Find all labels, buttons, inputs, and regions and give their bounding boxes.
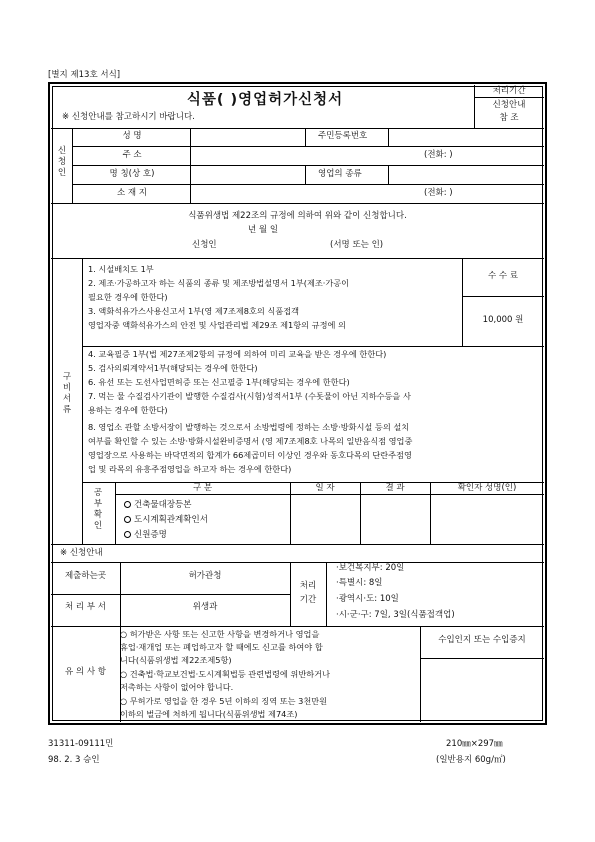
declaration-signature: (서명 또는 인): [330, 240, 384, 250]
verification-item-label: 신원증명: [134, 530, 167, 540]
verification-item-label: 도시계획관계확인서: [134, 515, 208, 525]
circle-icon: [124, 516, 131, 523]
documents-label-char: 류: [62, 405, 72, 415]
verification-label-char: 공: [93, 488, 103, 498]
stamp-line: [420, 658, 544, 659]
applicant-label-char: 인: [57, 168, 67, 178]
notice-text: ※ 신청안내를 참고하시기 바랍니다.: [62, 112, 195, 122]
documents-left-divider: [82, 258, 83, 544]
applicant-bottom-line: [51, 203, 544, 204]
document-item: 필요한 경우에 한한다): [88, 292, 168, 302]
processing-header-line: [474, 97, 544, 98]
footer-size: 210㎜×297㎜: [446, 739, 503, 749]
department-label: 처 리 부 서: [65, 602, 106, 612]
declaration-bottom-line: [51, 258, 544, 259]
guide-processing-divider: [290, 562, 291, 626]
fee-value: 10,000 원: [482, 315, 524, 325]
document-item: 7. 먹는 물 수질검사기관이 발행한 수질검사(시험)성적서1부 (수돗물이 아닌 지하수등을 사: [88, 391, 411, 401]
caution-line: 저촉하는 사항이 없어야 합니다.: [120, 682, 234, 692]
form-title: 식품( )영업허가신청서: [186, 92, 344, 108]
caution-line: 니다(식품위생법 제22조제5항): [120, 655, 232, 665]
guide-processing-divider: [326, 562, 327, 626]
applicant-label-char: 청: [57, 157, 67, 167]
verification-section-label: [92, 488, 104, 532]
applicant-row-line: [72, 146, 544, 147]
documents-bottom-line: [51, 544, 544, 545]
declaration-applicant: 신청인: [192, 240, 217, 250]
documents-split-line: [82, 346, 544, 347]
cautions-label: 유 의 사 항: [65, 667, 106, 677]
form-number: [별지 제13호 서식]: [48, 70, 121, 80]
header-bottom-line: [51, 128, 544, 129]
document-item: 6. 유선 또는 도선사업면허증 또는 신고필증 1부(해당되는 경우에 한한다): [88, 377, 350, 387]
verification-header: 구 분: [192, 483, 213, 493]
resident-id-divider: [388, 128, 389, 146]
verification-item: [124, 501, 191, 511]
documents-label-char: 서: [62, 394, 72, 404]
processing-time: ·시·군·구: 7일, 3일(식품접객업): [336, 610, 455, 620]
verification-item: [124, 516, 208, 526]
applicant-label-char: 신: [57, 146, 67, 156]
document-item: 1. 시설배치도 1부: [88, 264, 154, 274]
document-item: 5. 검사의뢰계약서1부(해당되는 경우에 한한다): [88, 363, 258, 373]
document-item: 영업장으로 사용하는 바닥면적의 합계가 66제곱미터 이상인 경우와 동호다목의 단란주점영: [88, 450, 412, 460]
department-value: 위생과: [192, 602, 218, 612]
document-item: 여부를 확인할 수 있는 소방·방화시설완비증명서 (영 제7조제8호 나목의 일반음식점 영업중: [88, 436, 413, 446]
guide-row-line: [51, 626, 544, 627]
circle-icon: [124, 531, 131, 538]
verification-label-char: 확: [93, 510, 103, 520]
document-item: 영업자중 액화석유가스의 안전 및 사업관리법 제29조 제1항의 규정에 의: [88, 320, 346, 330]
processing-time: ·특별시: 8일: [336, 578, 383, 588]
processing-time-label: 기간: [299, 595, 317, 605]
caution-line: ○ 건축법·학교보건법·도시계획법등 관련법령에 위반하거나: [120, 669, 330, 679]
guide-row-line: [51, 594, 290, 595]
location-label: 소 재 지: [116, 188, 148, 198]
submit-to-value: 허가관청: [188, 571, 222, 581]
document-item: 4. 교육필증 1부(법 제27조제2항의 규정에 의하여 미리 교육을 받은 경우에 한한다): [88, 349, 387, 359]
verification-label-char: 인: [93, 521, 103, 531]
documents-label-char: 비: [62, 383, 72, 393]
document-item: 용하는 경우에 한한다): [88, 405, 168, 415]
footer-paper: (일반용지 60g/㎡): [436, 755, 506, 765]
submit-to-label: 제출하는곳: [64, 571, 107, 581]
guide-title-line: [51, 562, 544, 563]
document-item: 2. 제조·가공하고자 하는 식품의 종류 및 제조방법설명서 1부(제조·가공이: [88, 278, 350, 288]
document-item: 업 및 라목의 유흥주점영업을 하고자 하는 경우에 한한다): [88, 464, 292, 474]
fee-label: 수 수 료: [487, 271, 519, 281]
caution-line: ○ 허가받은 사항 또는 신고한 사항을 변경하거나 영업을: [120, 629, 320, 639]
documents-section-label: [61, 372, 73, 416]
circle-icon: [124, 501, 131, 508]
business-type-divider: [388, 165, 389, 184]
footer-code: 31311-09111민: [48, 739, 114, 749]
document-item: 8. 영업소 관할 소방서장이 발행하는 것으로서 소방법령에 정하는 소방·방화시설 등의 설치: [88, 422, 410, 432]
processing-time: ·광역시·도: 10일: [336, 594, 399, 604]
name-label: 성 명: [122, 131, 142, 141]
business-name-label: 명 칭(상 호): [109, 169, 155, 179]
resident-id-divider: [305, 128, 306, 146]
document-item: 3. 액화석유가스사용신고서 1부(영 제7조제8호의 식품접객: [88, 306, 300, 316]
phone-label-1: (전화: ): [424, 150, 453, 160]
address-label: 주 소: [122, 150, 142, 160]
verification-header: 일 자: [315, 483, 335, 493]
processing-time: ·보건복지부: 20일: [336, 563, 405, 573]
verification-header: 확인자 성명(인): [457, 483, 517, 493]
processing-header: 처리기간: [492, 86, 526, 96]
processing-value-1: 신청안내: [492, 100, 526, 110]
declaration-date: 년 월 일: [248, 225, 279, 235]
resident-id-label: 주민등록번호: [318, 131, 368, 141]
documents-label-char: 구: [62, 372, 72, 382]
guide-title: ※ 신청안내: [60, 548, 103, 558]
verification-item: [124, 531, 167, 541]
verification-label-char: 부: [93, 499, 103, 509]
caution-line: 이하의 벌금에 처하게 됩니다(식품위생법 제74조): [120, 709, 298, 719]
applicant-row-line: [72, 165, 544, 166]
business-type-label: 영업의 종류: [318, 169, 362, 179]
processing-time-label: 처리: [299, 581, 317, 591]
phone-label-2: (전화: ): [424, 188, 453, 198]
stamp-label: 수입인지 또는 수입증지: [438, 635, 526, 645]
verification-item-label: 건축물대장등본: [134, 500, 192, 510]
applicant-row-line: [72, 184, 544, 185]
verification-header-line: [115, 494, 544, 495]
fee-line: [462, 296, 544, 297]
declaration-text: 식품위생법 제22조의 규정에 의하여 위와 같이 신청합니다.: [188, 211, 407, 221]
applicant-section-label: [56, 146, 68, 179]
business-type-divider: [305, 165, 306, 184]
caution-line: ○ 무허가로 영업을 한 경우 5년 이하의 징역 또는 3천만원: [120, 696, 328, 706]
caution-line: 휴업·재개업 또는 폐업하고자 할 때에도 신고를 하여야 합: [120, 642, 323, 652]
verification-header: 결 과: [385, 483, 405, 493]
processing-value-2: 참 조: [499, 113, 519, 123]
footer-approval: 98. 2. 3 승인: [48, 755, 100, 765]
